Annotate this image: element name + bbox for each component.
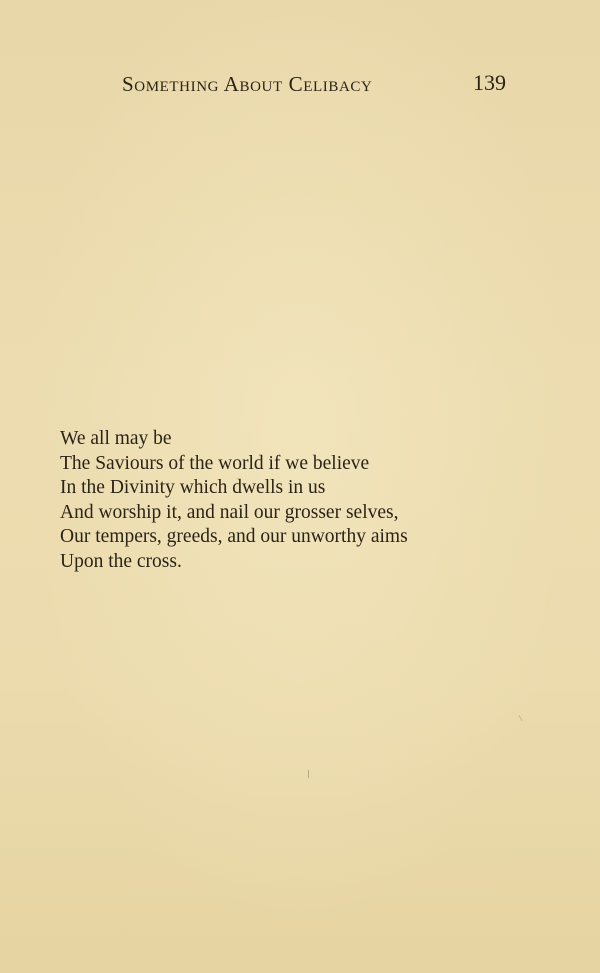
poem-line: And worship it, and nail our grosser selves, [60,501,399,523]
poem-line: In the Divinity which dwells in us [60,477,326,499]
page-number: 139 [473,70,506,95]
poem-line: The Saviours of the world if we believe [60,452,370,474]
running-title: Something About Celibacy [122,72,373,96]
poem-line: Our tempers, greeds, and our unworthy aims [60,526,408,548]
poem-stanza [60,427,560,575]
poem-line: We all may be [60,428,172,449]
paper-speck [519,715,523,721]
running-head [0,70,600,100]
poem-line: Upon the cross. [60,550,182,572]
paper-speck [308,770,309,778]
